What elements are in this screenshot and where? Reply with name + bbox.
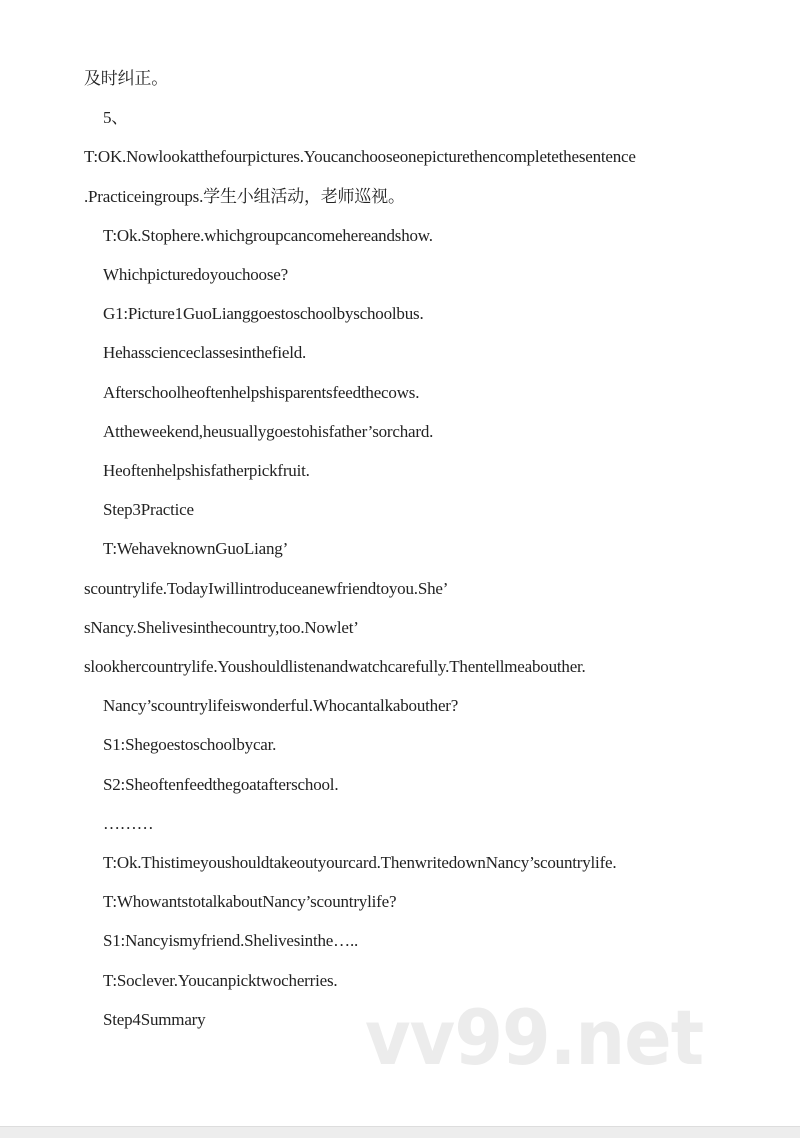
text-line: Afterschoolheoftenhelpshisparentsfeedthecows.	[103, 382, 420, 402]
text-line: T:WehaveknownGuoLiang’	[103, 539, 289, 559]
text-line: .Practiceingroups.学生小组活动，老师巡视。	[84, 186, 405, 206]
text-line: 及时纠正。	[84, 69, 168, 88]
watermark: vv99.net	[365, 993, 704, 1082]
text-line: Whichpicturedoyouchoose?	[103, 265, 288, 284]
text-line: scountrylife.TodayIwillintroduceanewfriendtoyou.She’	[84, 578, 449, 598]
text-line: Step4Summary	[103, 1009, 206, 1029]
page-bottom-edge	[0, 1126, 800, 1138]
text-line: T:Soclever.Youcanpicktwocherries.	[103, 970, 338, 990]
text-line: S1:Nancyismyfriend.Shelivesinthe…..	[103, 931, 359, 951]
text-line: Step3Practice	[103, 500, 194, 520]
text-line: Heoftenhelpshisfatherpickfruit.	[103, 461, 310, 480]
text-line: Hehasscienceclassesinthefield.	[103, 343, 307, 363]
text-line: Nancy’scountrylifeiswonderful.Whocantalkabouther?	[103, 696, 459, 716]
text-line: T:Ok.Thistimeyoushouldtakeoutyourcard.ThenwritedownNancy’scountrylife.	[103, 853, 617, 872]
text-line: T:OK.Nowlookatthefourpictures.Youcanchooseonepicturethencompletethesentence	[84, 147, 636, 167]
text-line: Attheweekend,heusuallygoestohisfather’sorchard.	[103, 421, 434, 441]
text-line: T:Ok.Stophere.whichgroupcancomehereandshow.	[103, 225, 433, 245]
text-line: G1:Picture1GuoLianggoestoschoolbyschoolbus.	[103, 304, 424, 324]
text-line: slookhercountrylife.Youshouldlistenandwatchcarefully.Thentellmeabouther.	[84, 657, 586, 676]
text-line: S2:Sheoftenfeedthegoatafterschool.	[103, 774, 339, 794]
text-line: sNancy.Shelivesinthecountry,too.Nowlet’	[84, 617, 359, 637]
text-line: S1:Shegoestoschoolbycar.	[103, 735, 277, 755]
text-line: T:WhowantstotalkaboutNancy’scountrylife?	[103, 892, 397, 912]
text-line: ………	[103, 813, 154, 833]
text-line: 5、	[103, 108, 129, 128]
